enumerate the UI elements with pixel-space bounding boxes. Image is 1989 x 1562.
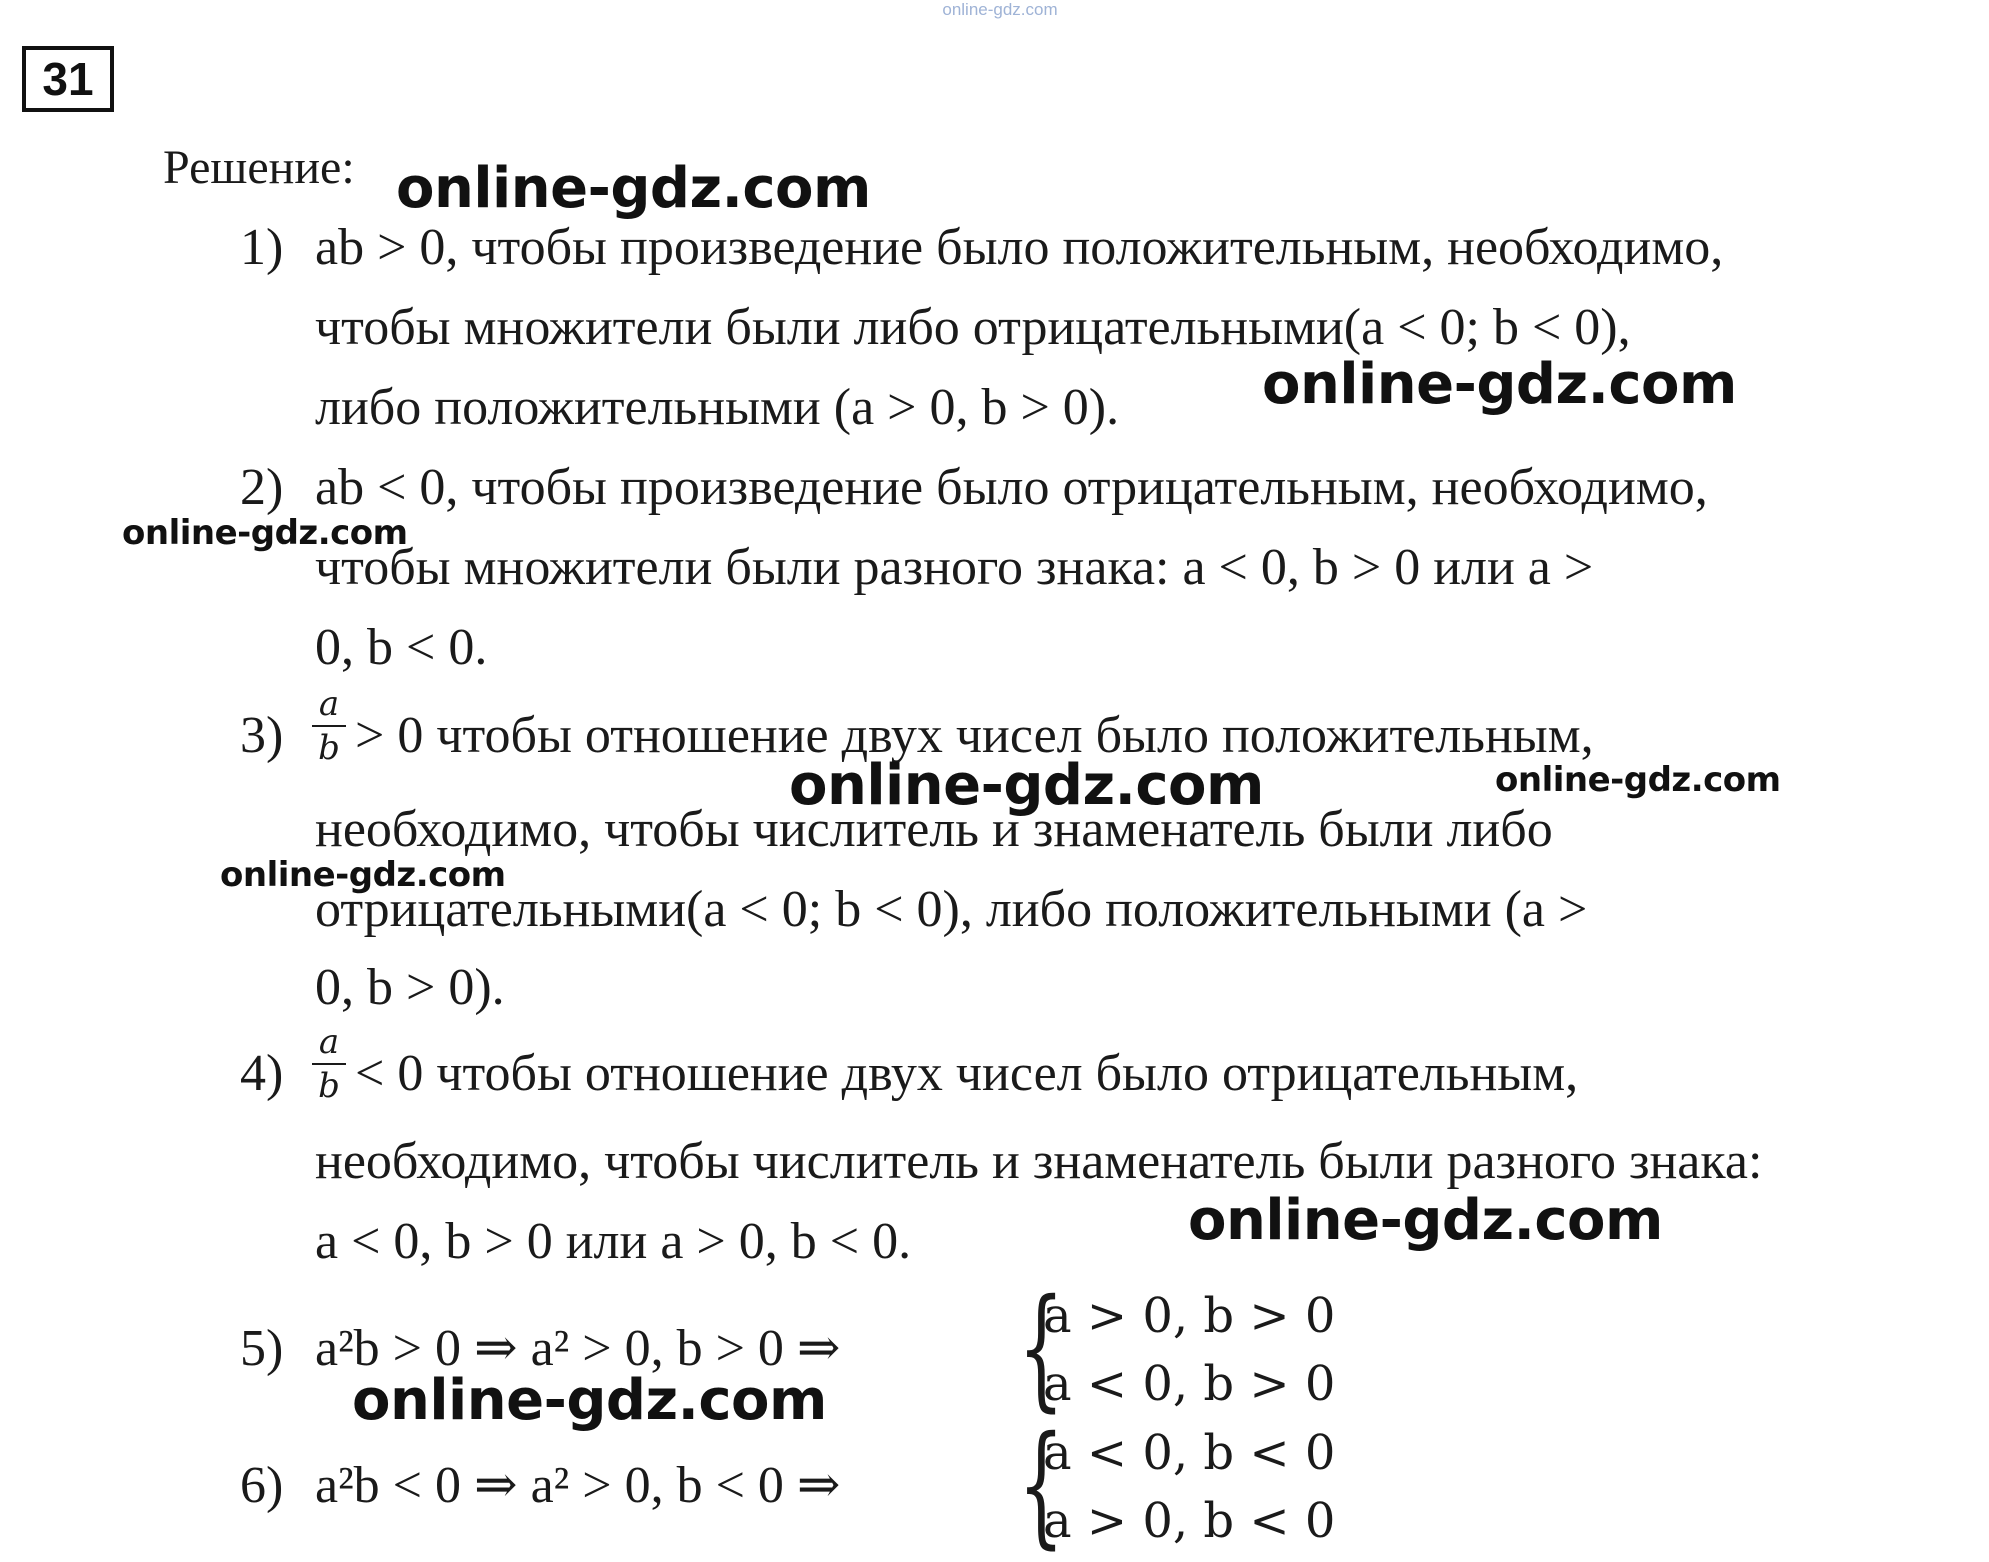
watermark: online-gdz.com	[396, 156, 871, 221]
fraction-bar	[312, 725, 346, 727]
site-watermark-top: online-gdz.com	[942, 0, 1058, 19]
item-3-line-2: необходимо, чтобы числитель и знаменатель были либо	[315, 801, 1553, 858]
item-2-line-1: ab < 0, чтобы произведение было отрицательным, необходимо,	[315, 459, 1708, 516]
item-5-expression: a²b > 0 ⇒ a² > 0, b > 0 ⇒	[315, 1320, 841, 1377]
item-2-number: 2)	[240, 459, 284, 516]
item-4-number: 4)	[240, 1045, 284, 1102]
solution-heading: Решение:	[163, 141, 355, 194]
item-3-number: 3)	[240, 707, 284, 764]
item-3-fraction-denominator: b	[318, 728, 340, 768]
watermark: online-gdz.com	[352, 1368, 827, 1433]
item-4-fraction-denominator: b	[318, 1066, 340, 1106]
item-3-line-1: > 0 чтобы отношение двух чисел было положительным,	[355, 707, 1594, 764]
watermark: online-gdz.com	[1262, 352, 1737, 417]
system-brace-6: {	[1018, 1408, 1065, 1562]
watermark: online-gdz.com	[789, 753, 1264, 818]
task-number: 31	[22, 46, 114, 112]
item-1-number: 1)	[240, 219, 284, 276]
watermark: online-gdz.com	[1495, 760, 1781, 800]
watermark: online-gdz.com	[220, 855, 506, 895]
item-1-line-3: либо положительными (a > 0, b > 0).	[315, 379, 1120, 436]
item-4-line-1: < 0 чтобы отношение двух чисел было отрицательным,	[355, 1045, 1579, 1102]
item-3-fraction	[312, 684, 346, 768]
item-1-line-2: чтобы множители были либо отрицательными(a < 0; b < 0),	[315, 299, 1631, 356]
item-2-line-2: чтобы множители были разного знака: a < 0, b > 0 или a >	[315, 539, 1594, 596]
item-4-line-3: a < 0, b > 0 или a > 0, b < 0.	[315, 1213, 912, 1270]
item-6-number: 6)	[240, 1457, 284, 1514]
item-4-fraction-numerator: a	[318, 1022, 340, 1062]
item-5-system-row-1: a > 0, b > 0	[1043, 1288, 1336, 1344]
item-5-number: 5)	[240, 1320, 284, 1377]
item-4-line-2: необходимо, чтобы числитель и знаменатель были разного знака:	[315, 1133, 1763, 1190]
watermark: online-gdz.com	[122, 513, 408, 553]
item-3-line-4: 0, b > 0).	[315, 959, 505, 1016]
item-6-system-row-1: a < 0, b < 0	[1043, 1425, 1336, 1481]
item-2-line-3: 0, b < 0.	[315, 619, 488, 676]
item-3-fraction-numerator: a	[318, 684, 340, 724]
fraction-bar	[312, 1063, 346, 1065]
item-4-fraction	[312, 1022, 346, 1106]
item-1-line-1: ab > 0, чтобы произведение было положительным, необходимо,	[315, 219, 1724, 276]
watermark: online-gdz.com	[1188, 1188, 1663, 1253]
system-brace-5: {	[1018, 1271, 1065, 1425]
item-6-system-row-2: a > 0, b < 0	[1043, 1493, 1336, 1549]
item-6-expression: a²b < 0 ⇒ a² > 0, b < 0 ⇒	[315, 1457, 841, 1514]
item-3-line-3: отрицательными(a < 0; b < 0), либо положительными (a >	[315, 881, 1588, 938]
item-5-system-row-2: a < 0, b > 0	[1043, 1356, 1336, 1412]
